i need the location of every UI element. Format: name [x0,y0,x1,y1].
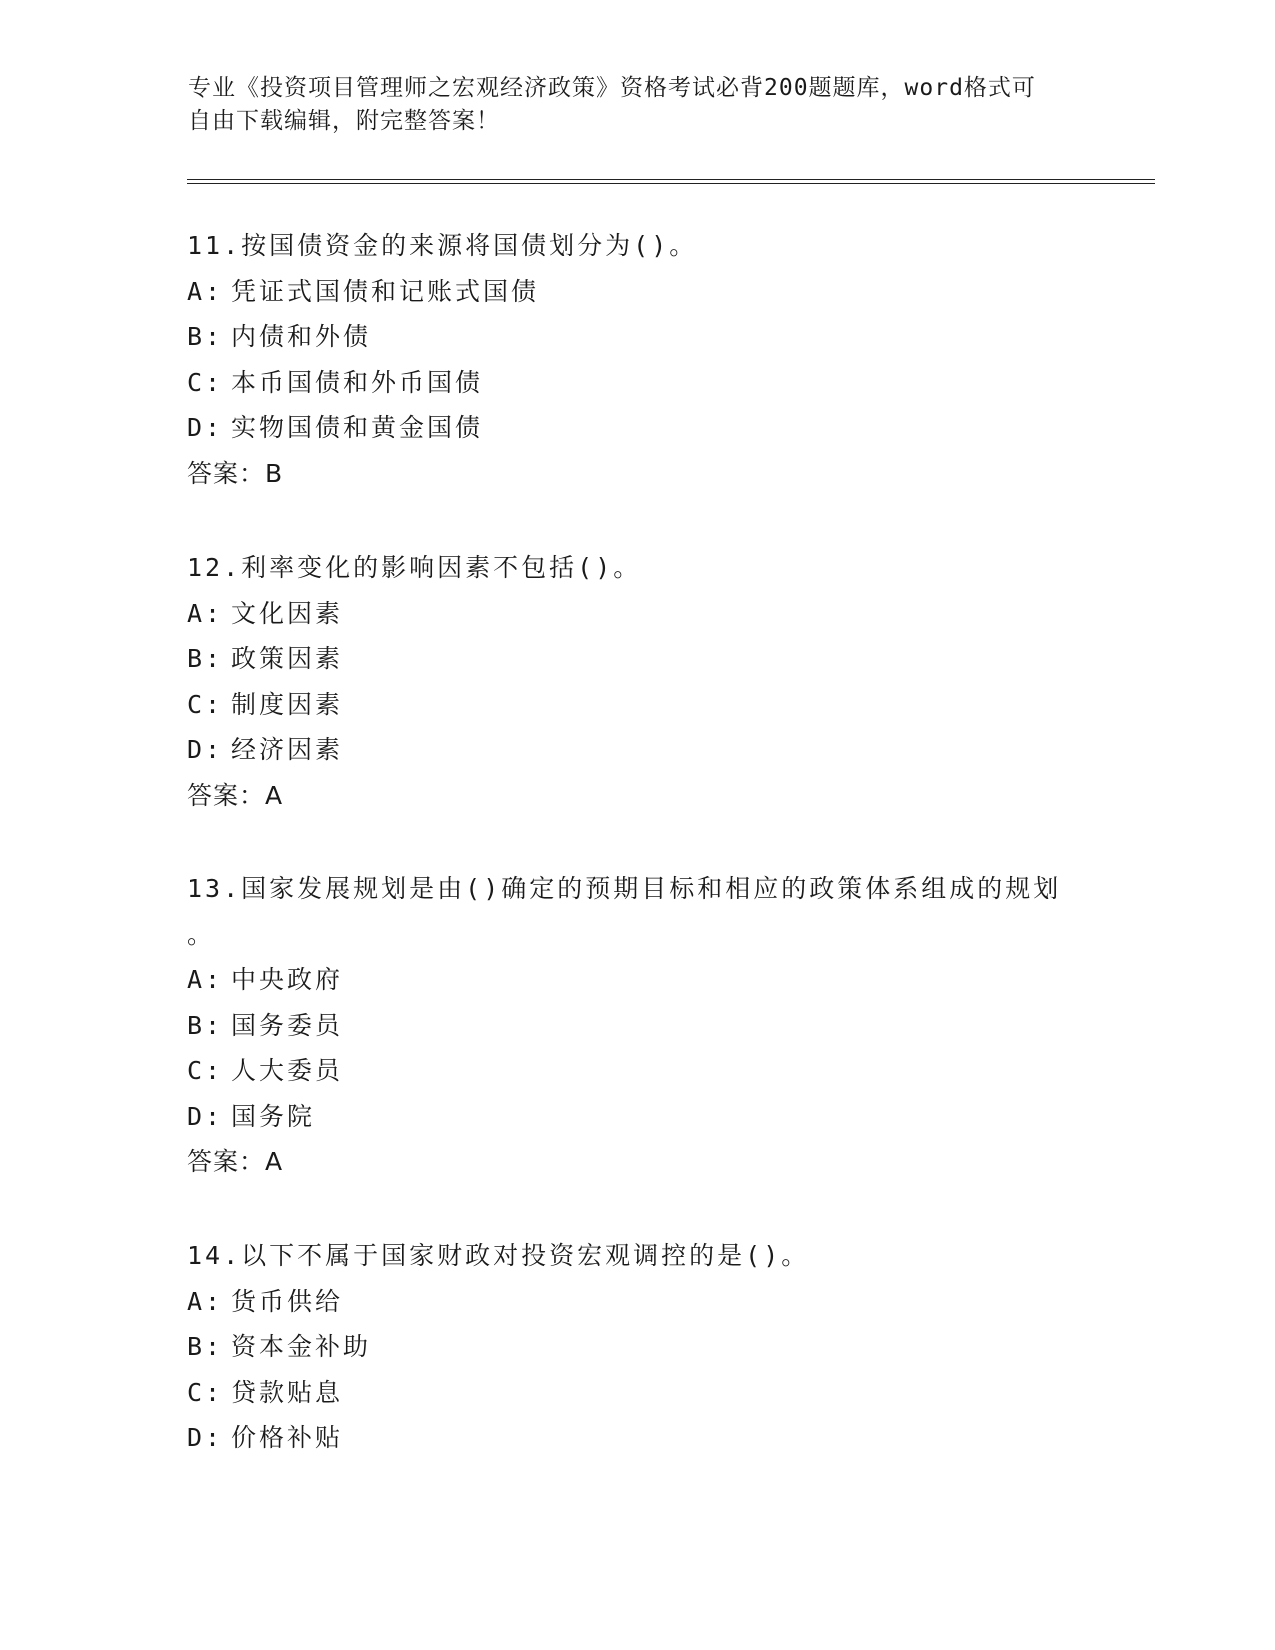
answer-line: 答案：A [187,1147,284,1176]
option-d [187,1094,1087,1140]
header-divider-bottom [187,183,1155,184]
option-text: 中央政府 [231,965,344,994]
option-letter: A: [187,1286,224,1316]
option-letter: A: [187,276,224,306]
option-a [187,1279,1087,1325]
option-letter: D: [187,735,224,764]
option-a [187,269,1087,315]
option-letter: C: [187,367,224,397]
question-stem: 11.按国债资金的来源将国债划分为()。 [187,231,698,260]
option-text: 货币供给 [231,1286,344,1316]
header-divider-top [187,179,1155,180]
header-line-2: 自由下载编辑，附完整答案！ [188,108,500,134]
question-block [187,223,1087,496]
option-letter: B: [187,1010,224,1040]
question-stem: 13.国家发展规划是由()确定的预期目标和相应的政策体系组成的规划 [187,874,1062,903]
option-text: 政策因素 [231,644,344,673]
answer-line: 答案：B [187,458,284,488]
option-b [187,1324,1087,1370]
option-letter: D: [187,1423,224,1452]
option-c [187,1048,1087,1094]
option-c [187,360,1087,406]
option-letter: B: [187,1332,224,1361]
option-d [187,727,1087,773]
option-text: 凭证式国债和记账式国债 [231,276,540,306]
question-block [187,866,1087,1185]
option-text: 国务院 [231,1101,316,1131]
option-letter: C: [187,1056,224,1085]
question-stem-continuation: 。 [187,919,216,949]
option-text: 制度因素 [231,689,344,719]
header-line-1: 专业《投资项目管理师之宏观经济政策》资格考试必背200题题库，word格式可 [188,75,1036,101]
option-text: 实物国债和黄金国债 [231,413,484,442]
option-d [187,405,1087,451]
option-letter: B: [187,644,224,673]
option-b [187,1003,1087,1049]
option-letter: D: [187,1101,224,1131]
option-text: 价格补贴 [231,1423,344,1452]
option-letter: C: [187,689,224,719]
option-a [187,957,1087,1003]
option-text: 经济因素 [231,735,344,764]
option-text: 本币国债和外币国债 [231,367,484,397]
option-text: 资本金补助 [231,1332,372,1361]
option-text: 文化因素 [231,598,344,628]
option-letter: B: [187,322,224,351]
question-stem: 14.以下不属于国家财政对投资宏观调控的是()。 [187,1241,810,1270]
answer-line: 答案：A [187,780,284,810]
option-text: 内债和外债 [231,322,372,351]
option-d [187,1415,1087,1461]
option-c [187,1370,1087,1416]
option-text: 国务委员 [231,1010,344,1040]
option-letter: D: [187,413,224,442]
option-a [187,591,1087,637]
question-block [187,545,1087,818]
option-letter: A: [187,598,224,628]
option-text: 贷款贴息 [231,1377,344,1407]
option-letter: C: [187,1377,224,1407]
option-c [187,682,1087,728]
option-b [187,636,1087,682]
question-stem: 12.利率变化的影响因素不包括()。 [187,553,642,582]
option-b [187,314,1087,360]
question-block [187,1233,1087,1461]
option-letter: A: [187,965,224,994]
document-header [188,72,1068,138]
option-text: 人大委员 [231,1056,344,1085]
